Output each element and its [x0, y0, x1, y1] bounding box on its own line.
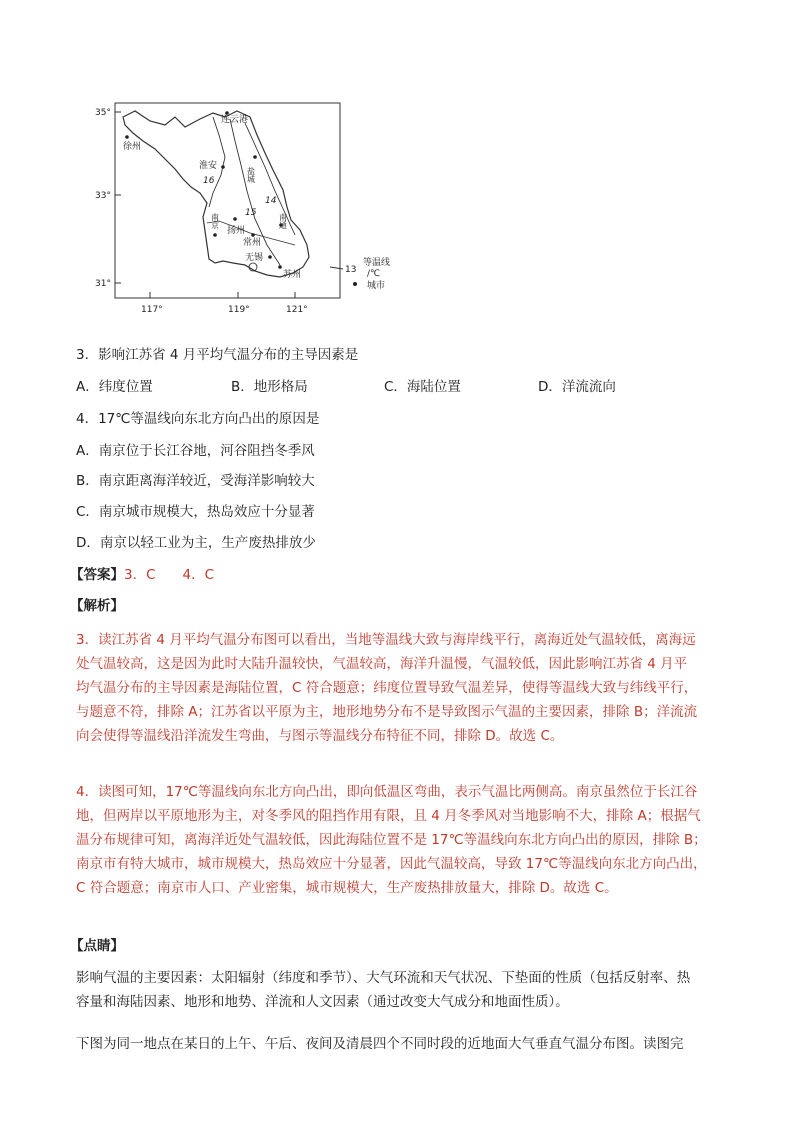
- q4-option-d: D．南京以轻工业为主，生产废热排放少: [76, 535, 316, 551]
- city-label: 南京: [210, 213, 220, 229]
- legend-city-dot: [353, 282, 357, 286]
- city-label: 常州: [243, 238, 262, 248]
- legend-isotherm-line: [330, 267, 343, 269]
- answer-text: 3．C 4．C: [124, 567, 215, 583]
- analysis-p3-line: 处气温较高，这是因为此时大陆升温较快，气温较高，海洋升温慢，气温较低，因此影响江苏省 4 月平: [76, 656, 688, 672]
- q4-stem: 4．17℃等温线向东北方向凸出的原因是: [76, 411, 320, 427]
- analysis-p3-line: 与题意不符，排除 A；江苏省以平原为主，地形地势分布不是导致图示气温的主要因素，排除 B；洋流流: [76, 704, 698, 720]
- city-dot: [253, 155, 257, 159]
- city-label: 徐州: [123, 142, 142, 152]
- city-label: 盐城: [246, 167, 256, 183]
- map-frame: [115, 103, 340, 298]
- analysis-p3-line: 均气温分布的主导因素是海陆位置，C 符合题意；纬度位置导致气温差异，使得等温线大致与纬线平行，: [76, 680, 698, 696]
- legend-isotherm-unit: /℃: [367, 269, 381, 279]
- lon-label: 121°: [286, 305, 308, 315]
- analysis-p4-line: 4．读图可知，17℃等温线向东北方向凸出，即向低温区弯曲，表示气温比两侧高。南京虽然位于长江谷: [76, 784, 698, 800]
- city-dot: [251, 233, 255, 237]
- city-label: 苏州: [283, 270, 302, 280]
- isotherm-label: 16: [203, 176, 215, 186]
- city-dot: [213, 233, 217, 237]
- city-label: 淮安: [199, 161, 218, 171]
- next-question-intro: 下图为同一地点在某日的上午、午后、夜间及清晨四个不同时段的近地面大气垂直气温分布图。读图完: [76, 1036, 684, 1052]
- analysis-p3-line: 向会使得等温线沿洋流发生弯曲，与图示等温线分布特征不同，排除 D。故选 C。: [76, 728, 564, 744]
- city-dot: [125, 135, 129, 139]
- province-outline: [123, 111, 309, 277]
- analysis-p3: [76, 628, 716, 748]
- tips-paragraph: [76, 966, 716, 1014]
- city-dot: [233, 217, 237, 221]
- analysis-p3-line: 3．读江苏省 4 月平均气温分布图可以看出，当地等温线大致与海岸线平行，离海近处气温较低，离海远: [76, 632, 696, 648]
- answer-line: [70, 565, 214, 585]
- lon-label: 119°: [228, 305, 250, 315]
- q4-option-b: B．南京距离海洋较近，受海洋影响较大: [76, 473, 315, 489]
- city-dot: [268, 255, 272, 259]
- isotherm-label: 14: [265, 196, 277, 206]
- lat-label: 35°: [95, 108, 111, 118]
- legend-city-label: 城市: [367, 281, 386, 291]
- city-label: 无锡: [245, 253, 264, 263]
- legend-isotherm-label: 等温线: [363, 258, 391, 268]
- jiangsu-isotherm-map: [95, 95, 425, 325]
- lon-label: 117°: [141, 305, 163, 315]
- analysis-p4: [76, 780, 716, 900]
- analysis-p4-line: 南京市有特大城市，城市规模大，热岛效应十分显著，因此气温较高，导致 17℃等温线向东北方向凸出，: [76, 856, 707, 872]
- lat-label: 31°: [95, 279, 111, 289]
- lat-label: 33°: [95, 191, 111, 201]
- answer-label: 【答案】: [70, 567, 124, 583]
- analysis-label: 【解析】: [70, 598, 124, 614]
- city-dot: [221, 165, 225, 169]
- tips-line: 容量和海陆因素、地形和地势、洋流和人文因素（通过改变大气成分和地面性质）。: [76, 994, 569, 1010]
- tips-label: 【点睛】: [70, 938, 124, 954]
- city-label: 南通: [278, 213, 288, 229]
- city-label: 连云港: [221, 115, 249, 125]
- q3-option-d: D．洋流流向: [538, 379, 616, 395]
- analysis-p4-line: 温分布规律可知，离海洋近处气温较低，因此海陆位置不是 17℃等温线向东北方向凸出的原因，排除 B；: [76, 832, 707, 848]
- q3-stem: 3．影响江苏省 4 月平均气温分布的主导因素是: [76, 347, 359, 363]
- city-dot: [278, 265, 282, 269]
- q4-option-a: A．南京位于长江谷地，河谷阻挡冬季风: [76, 443, 315, 459]
- city-label: 扬州: [227, 226, 246, 236]
- q3-option-a: A．纬度位置: [76, 379, 153, 395]
- q3-option-c: C．海陆位置: [384, 379, 461, 395]
- analysis-p4-line: C 符合题意；南京市人口、产业密集，城市规模大，生产废热排放量大，排除 D。故选 C。: [76, 880, 618, 896]
- q4-option-c: C．南京城市规模大，热岛效应十分显著: [76, 504, 315, 520]
- legend-isotherm-value: 13: [345, 265, 357, 275]
- tips-line: 影响气温的主要因素：太阳辐射（纬度和季节）、大气环流和天气状况、下垫面的性质（包括反射率、热: [76, 970, 691, 986]
- analysis-p4-line: 地，但两岸以平原地形为主，对冬季风的阻挡作用有限，且 4 月冬季风对当地影响不大，排除 A；根据气: [76, 808, 701, 824]
- isotherm-label: 15: [245, 208, 257, 218]
- q3-option-b: B．地形格局: [231, 379, 308, 395]
